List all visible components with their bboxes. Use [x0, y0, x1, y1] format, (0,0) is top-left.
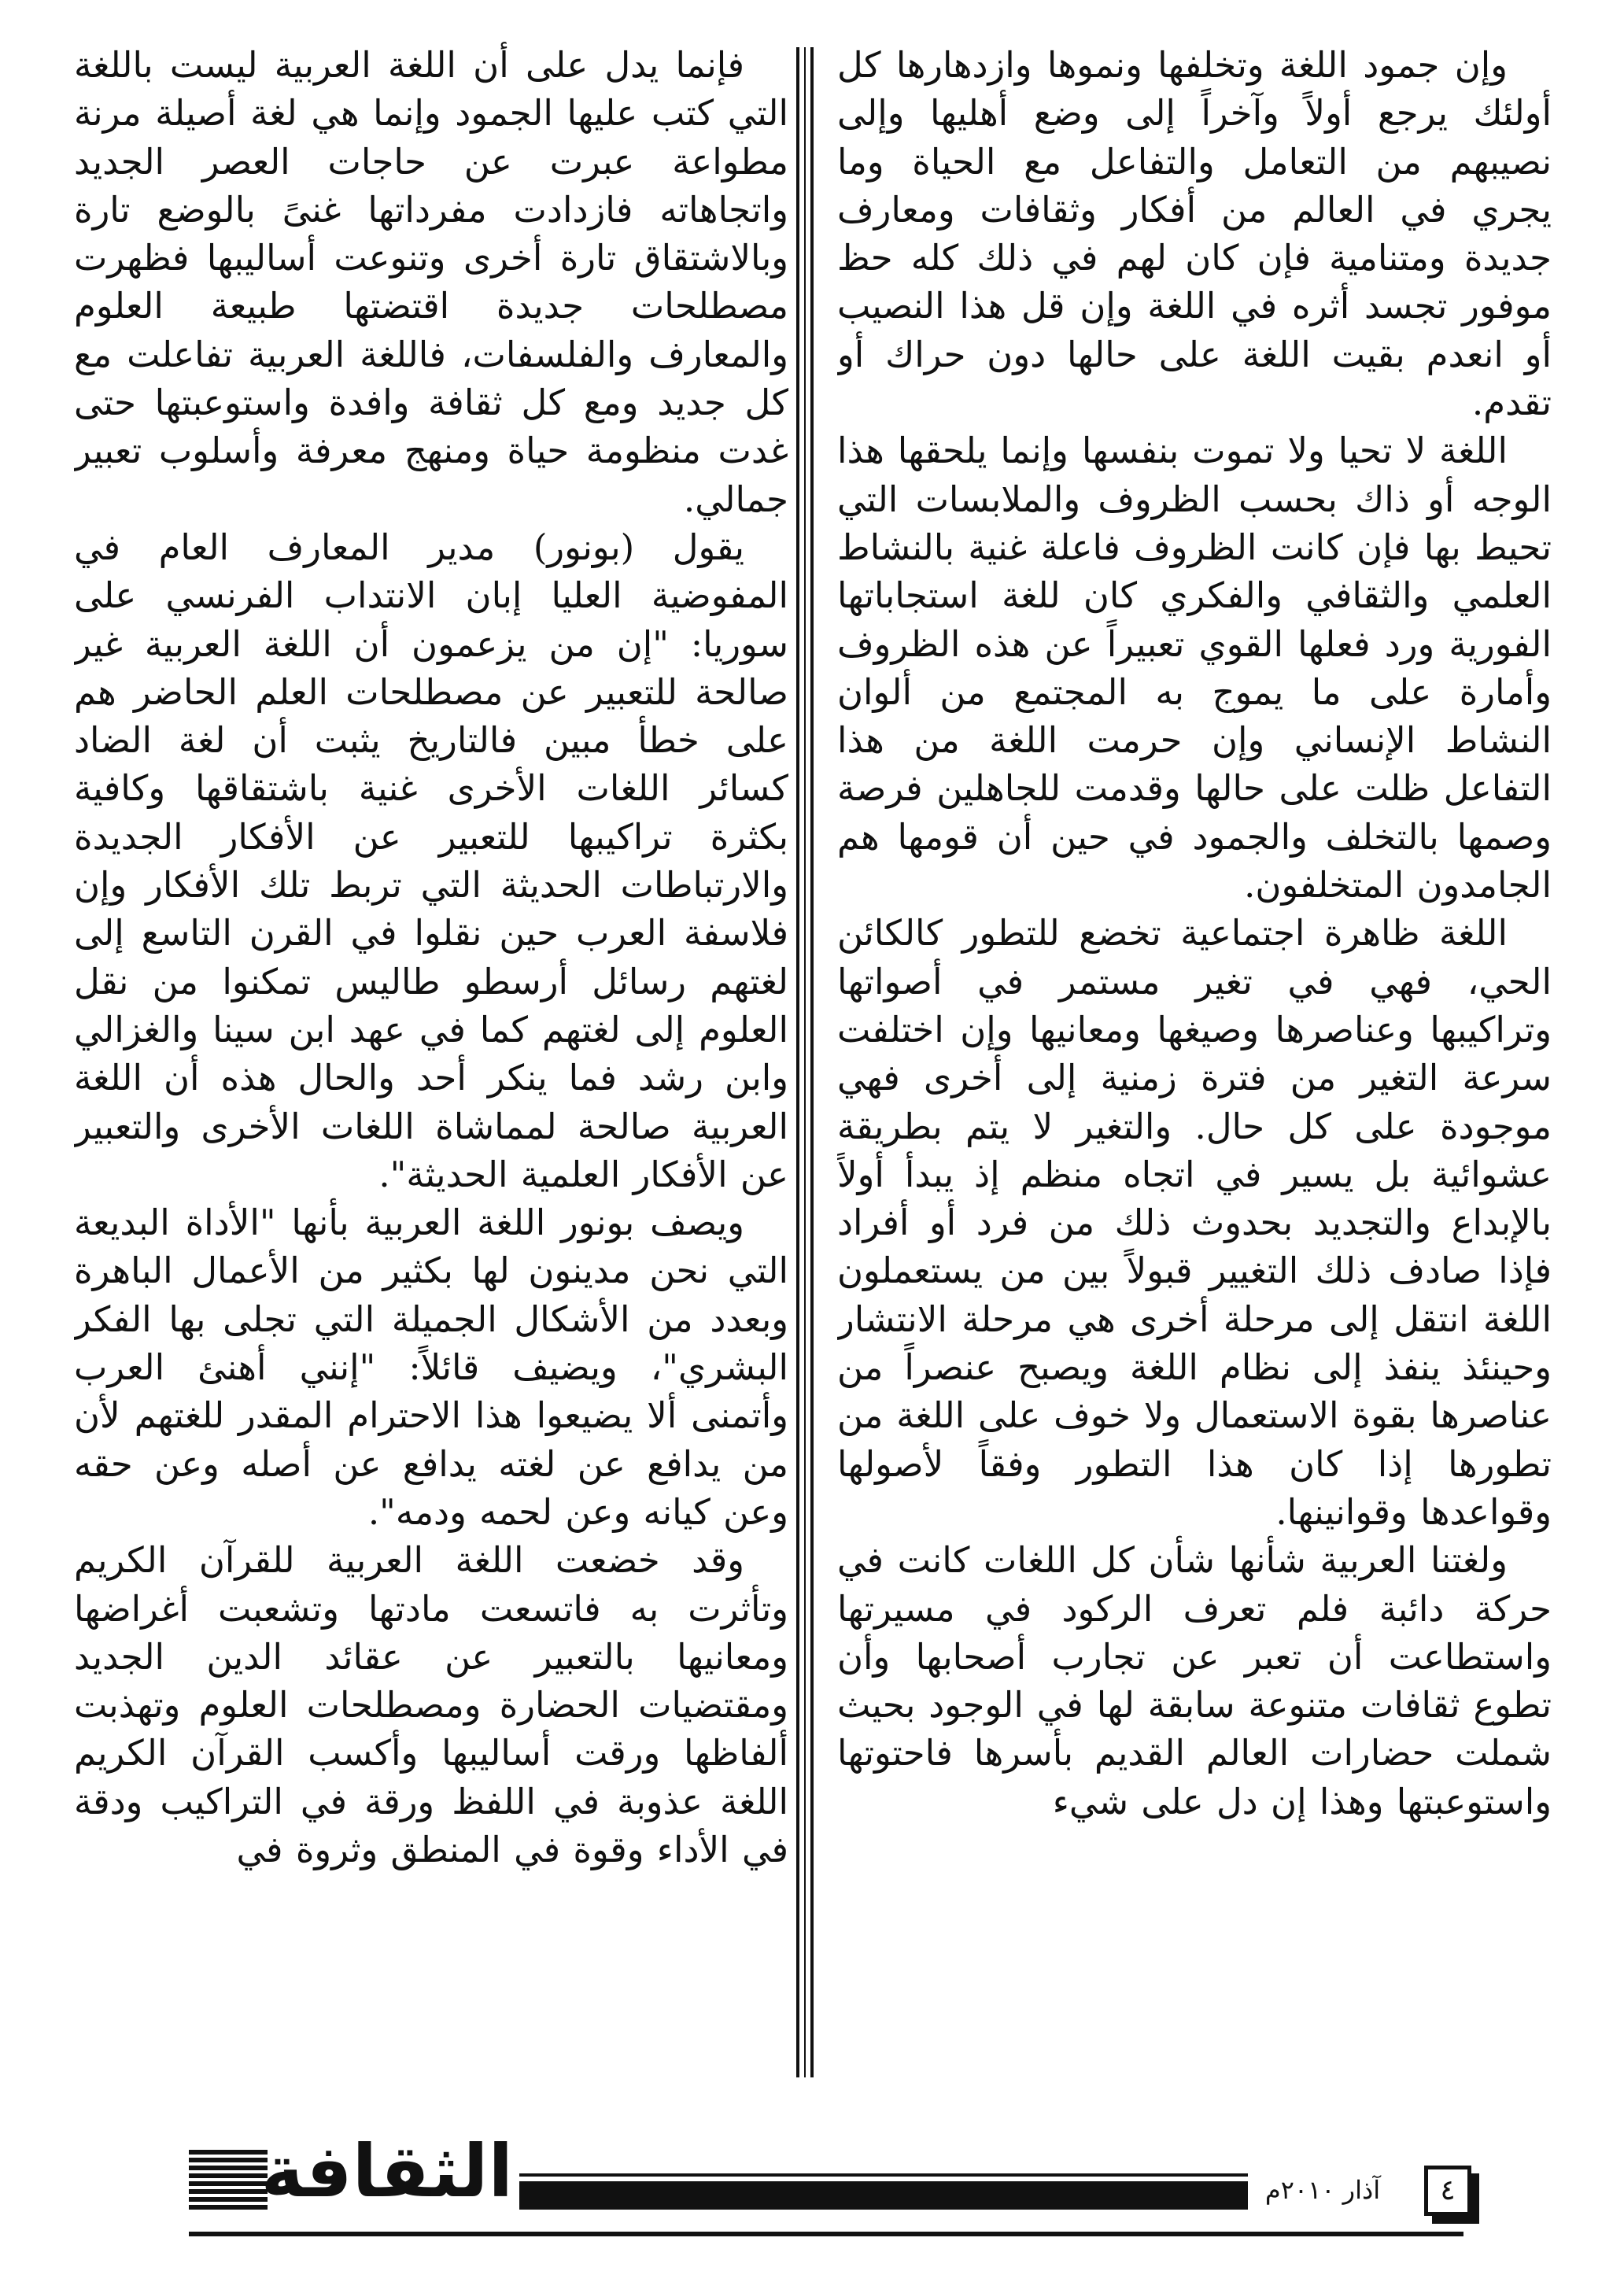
- paragraph-l3: ويصف بونور اللغة العربية بأنها "الأداة البديعة التي نحن مدينون لها بكثير من الأعمال الباهرة وبعدد من الأشكال الجميلة التي تجلى بها الفكر البشري"، ويضيف قائلاً: "إنني أهنئ العرب وأتمنى ألا يضيعوا هذا الاحترام المقدر للغتهم لأن من يدافع عن لغته يدافع عن أصله وعن حقه وعن كيانه وعن لحمه ودمه".: [74, 1202, 788, 1533]
- footer-bottom-rule: [189, 2232, 1463, 2236]
- logo-stripes-icon: [189, 2150, 268, 2210]
- column-divider-inner-line: [804, 47, 806, 2077]
- magazine-logo: [189, 2129, 513, 2216]
- paragraph-l4: وقد خضعت اللغة العربية للقرآن الكريم وتأثرت به فاتسعت مادتها وتشعبت أغراضها ومعانيها بالتعبير عن عقائد الدين الجديد ومقتضيات الحضارة ومصطلحات العلوم وتهذبت ألفاظها ورقت أساليبها وأكسب القرآن الكريم اللغة عذوبة في اللفظ ورقة في التراكيب ودقة في الأداء وقوة في المنطق وثروة في: [74, 1539, 788, 1870]
- paragraph-r3: اللغة ظاهرة اجتماعية تخضع للتطور كالكائن الحي، فهي في تغير مستمر في أصواتها وتراكيبها وعناصرها وصيغها ومعانيها وإن اختلفت سرعة التغير من فترة زمنية إلى أخرى فهي موجودة على كل حال. والتغير لا يتم بطريقة عشوائية بل يسير في اتجاه منظم إذ يبدأ أولاً بالإبداع والتجديد بحدوث ذلك من فرد أو أفراد فإذا صادف ذلك التغيير قبولاً بين من يستعملون اللغة انتقل إلى مرحلة أخرى هي مرحلة الانتشار وحينئذ ينفذ إلى نظام اللغة ويصبح عنصراً من عناصرها بقوة الاستعمال ولا خوف على اللغة من تطورها إذا كان هذا التطور وفقاً لأصولها وقواعدها وقوانينها.: [837, 912, 1552, 1533]
- paragraph-r1: وإن جمود اللغة وتخلفها ونموها وازدهارها كل أولئك يرجع أولاً وآخراً إلى وضع أهليها وإلى نصيبهم من التعامل والتفاعل مع الحياة وما يجري في العالم من أفكار وثقافات ومعارف جديدة ومتنامية فإن كان لهم في ذلك كله حظ موفور تجسد أثره في اللغة وإن قل هذا النصيب أو انعدم بقيت اللغة على حالها دون حراك أو تقدم.: [837, 44, 1552, 424]
- paragraph-r2: اللغة لا تحيا ولا تموت بنفسها وإنما يلحقها هذا الوجه أو ذاك بحسب الظروف والملابسات التي تحيط بها فإن كانت الظروف فاعلة غنية بالنشاط العلمي والثقافي والفكري كان للغة استجاباتها الفورية ورد فعلها القوي تعبيراً عن هذه الظروف وأمارة على ما يموج به المجتمع من ألوان النشاط الإنساني وإن حرمت اللغة من هذا التفاعل ظلت على حالها وقدمت للجاهلين فرصة وصمها بالتخلف والجمود في حين أن قومها هم الجامدون المتخلفون.: [837, 430, 1552, 907]
- footer-band: [519, 2181, 1248, 2210]
- page-number: [1424, 2166, 1471, 2216]
- paragraph-l1: فإنما يدل على أن اللغة العربية ليست باللغة التي كتب عليها الجمود وإنما هي لغة أصيلة مرنة مطواعة عبرت عن حاجات العصر الجديد واتجاهاته فازدادت مفرداتها غنىً بالوضع تارة وبالاشتقاق تارة أخرى وتنوعت أساليبها فظهرت مصطلحات جديدة اقتضتها طبيعة العلوم والمعارف والفلسفات، فاللغة العربية تفاعلت مع كل جديد ومع كل ثقافة وافدة واستوعبتها حتى غدت منظومة حياة ومنهج معرفة وأسلوب تعبير جمالي.: [74, 44, 788, 520]
- page-footer: [0, 2125, 1624, 2282]
- paragraph-r4: ولغتنا العربية شأنها شأن كل اللغات كانت في حركة دائبة فلم تعرف الركود في مسيرتها واستطاعت أن تعبر عن تجارب أصحابها وأن تطوع ثقافات متنوعة سابقة لها في الوجود بحيث شملت حضارات العالم القديم بأسرها فاحتوتها واستوعبتها وهذا إن دل على شيء: [837, 1539, 1552, 1822]
- issue-date: آذار ٢٠١٠م: [1264, 2175, 1381, 2205]
- paragraph-l2: يقول (بونور) مدير المعارف العام في المفوضية العليا إبان الانتداب الفرنسي على سوريا: "إن من يزعمون أن اللغة العربية غير صالحة للتعبير عن مصطلحات العلم الحاضر هم على خطأ مبين فالتاريخ يثبت أن لغة الضاد كسائر اللغات الأخرى غنية باشتقاقها وكافية بكثرة تراكيبها للتعبير عن الأفكار الجديدة والارتباطات الحديثة التي تربط تلك الأفكار وإن فلاسفة العرب حين نقلوا في القرن التاسع إلى لغتهم رسائل أرسطو طاليس تمكنوا من نقل العلوم إلى لغتهم كما في عهد ابن سينا والغزالي وابن رشد فما ينكر أحد والحال هذه أن اللغة العربية صالحة لمماشاة اللغات الأخرى والتعبير عن الأفكار العلمية الحديثة".: [74, 526, 788, 1195]
- right-text-column: [837, 41, 1552, 2075]
- column-divider: [796, 47, 814, 2077]
- page-number-text: ٤: [1440, 2174, 1456, 2206]
- left-text-column: [74, 41, 788, 2075]
- footer-thin-rule: [519, 2173, 1248, 2177]
- magazine-name: الثقافة: [260, 2129, 513, 2214]
